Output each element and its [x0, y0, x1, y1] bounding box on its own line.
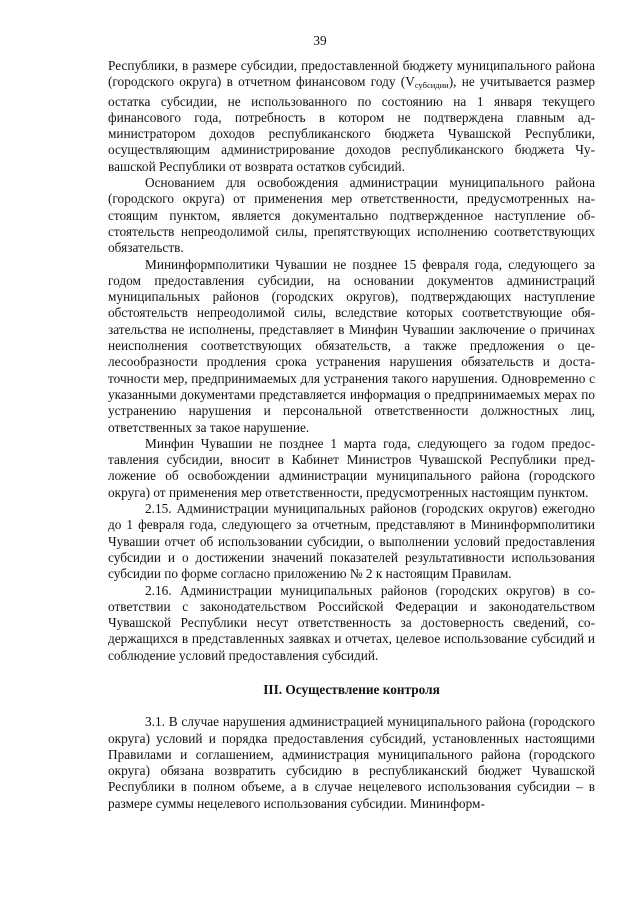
paragraph: Основанием для освобождения администрации муниципального района (городского округа) от применения мер ответственности, предусмотренных настоящим пунктом, является документально подтвержденное наступление обстоятельств непреодолимой силы, препятствующих исполнению соответствующих обязательств. [108, 175, 595, 256]
paragraph: 2.16. Администрации муниципальных районов (городских округов) в соответствии с законодательством Российской Федерации и законодательством Чувашской Республики несут ответственность за достоверность сведений, содержащихся в представленных заявках и отчетах, целевое использование субсидий и соблюдение условий предоставления субсидий. [108, 582, 595, 663]
paragraph-text: ), не учитывается размер остатка субсидии, не использованного по состоянию на 1 января текущего финансового года, потребность в котором не подтверждена главным администратором доходов республиканского бюджета Чувашской Республики, осуществляющим администрирование доходов республиканского бюджета Чувашской Республики от возврата остатков субсидий. [108, 74, 595, 174]
page-number: 39 [313, 33, 327, 48]
paragraph: 2.15. Администрации муниципальных районов (городских округов) ежегодно до 1 февраля года, следующего за отчетным, представляют в Мининформполитики Чувашии отчет об использовании субсидии, о выполнении условий предоставления субсидии и о достижении значений показателей результативности использования субсидии по форме согласно приложению № 2 к настоящим Правилам. [108, 501, 595, 582]
paragraph: Минфин Чувашии не позднее 1 марта года, следующего за годом предоставления субсидии, вносит в Кабинет Министров Чувашской Республики предложение об освобождении администрации муниципального района (городского округа) от применения мер ответственности, предусмотренных настоящим пунктом. [108, 435, 595, 500]
paragraph-text: Республики, в размере субсидии, предоставленной бюджету муниципального района (городского округа) в отчетном финансовом году (V [108, 58, 595, 90]
paragraph: Мининформполитики Чувашии не позднее 15 февраля года, следующего за годом предоставления субсидии, на основании документов администраций муниципальных районов (городских округов), подтверждающих наступление обстоятельств непреодолимой силы, вследствие которых соответствующие обязательства не исполнены, представляет в Минфин Чувашии заключение о причинах неисполнения соответствующих обязательств, а также предложения о целесообразности продления срока устранения нарушения обязательств и достаточности мер, предпринимаемых для устранения такого нарушения. Одновременно с указанными документами представляется информация о предпринимаемых мерах по устранению нарушения и персональной ответственности должностных лиц, ответственных за такое нарушение. [108, 256, 595, 435]
section-heading: III. Осуществление контроля [263, 681, 440, 697]
subscript-text: субсидии [414, 80, 449, 91]
paragraph [108, 58, 595, 175]
paragraph: 3.1. В случае нарушения администрацией муниципального района (городского округа) условий и порядка предоставления субсидий, установленных настоящими Правилами и соглашением, администрация муниципального района (городского округа) обязана возвратить субсидию в республиканский бюджет Чувашской Республики в полном объеме, а в случае нецелевого использования субсидии – в размере суммы нецелевого использования субсидии. Мининформ- [108, 714, 595, 811]
document-body [108, 58, 595, 812]
